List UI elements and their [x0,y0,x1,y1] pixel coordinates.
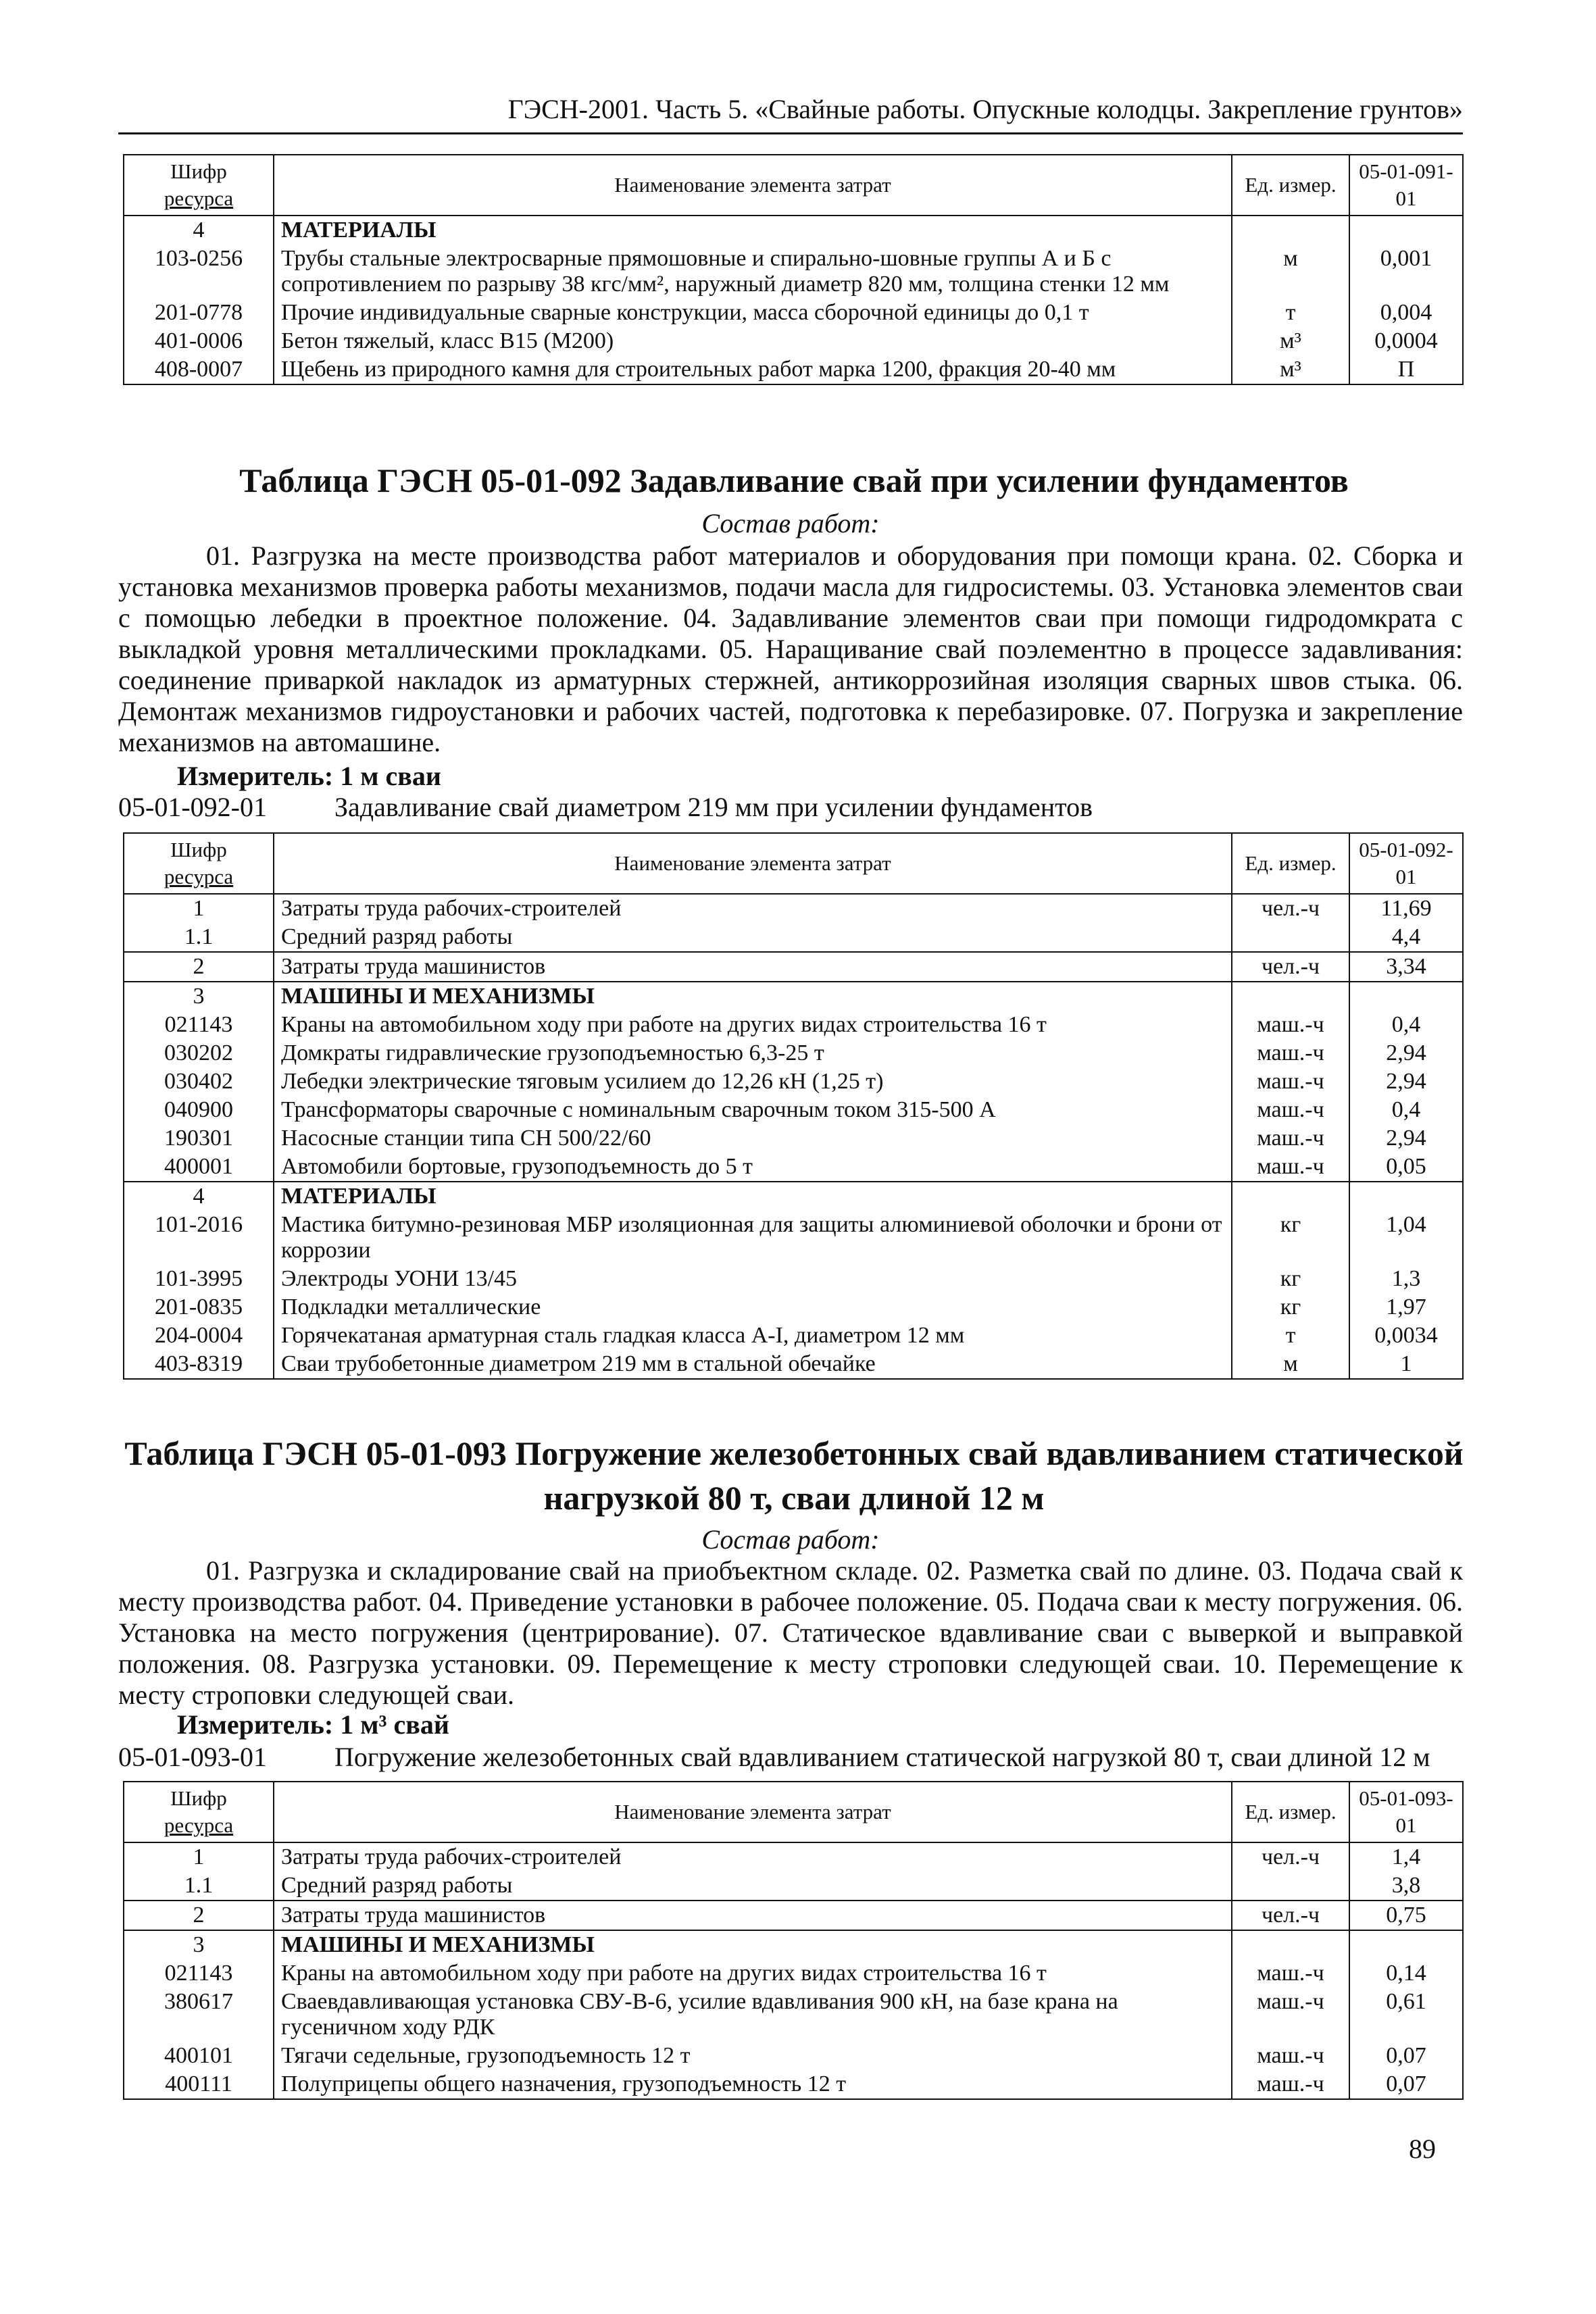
code-header [124,833,274,894]
resource-name: Насосные станции типа СН 500/22/60 [274,1124,1232,1153]
resource-code: 3 [124,982,274,1011]
resource-value: 2,94 [1349,1039,1463,1067]
resource-value [1349,216,1463,245]
resource-value: 0,07 [1349,2070,1463,2099]
resource-value: 0,001 [1349,245,1463,299]
code-header-line1: Шифр [170,838,227,861]
resource-value: 0,14 [1349,1959,1463,1988]
resource-value: 11,69 [1349,894,1463,923]
table-row [124,1959,1463,1988]
resource-name: Мастика битумно-резиновая МБР изоляционная для защиты алюминиевой оболочки и брони от коррозии [274,1211,1232,1265]
resource-code: 380617 [124,1988,274,2042]
resource-unit [1232,1182,1349,1211]
table-row [124,2070,1463,2099]
table-row [124,1039,1463,1067]
code-header-line1: Шифр [170,1786,227,1810]
resource-unit: т [1232,1322,1349,1350]
resource-code: 101-3995 [124,1265,274,1293]
norm-code-header: 05-01-092-01 [1349,833,1463,894]
measurer-093: Измеритель: 1 м³ свай [177,1709,449,1740]
unit-header: Ед. измер. [1232,833,1349,894]
resource-code: 040900 [124,1096,274,1124]
resource-value: 2,94 [1349,1067,1463,1096]
norm-code-header: 05-01-093-01 [1349,1782,1463,1842]
resource-value: 1,4 [1349,1842,1463,1871]
running-header: ГЭСН-2001. Часть 5. «Свайные работы. Опускные колодцы. Закрепление грунтов» [507,94,1463,124]
resource-value: 3,34 [1349,952,1463,982]
section-title-092: Таблица ГЭСН 05-01-092 Задавливание свай при усилении фундаментов [239,461,1349,499]
measurer-092: Измеритель: 1 м сваи [177,761,441,791]
resource-unit: маш.-ч [1232,1067,1349,1096]
resource-unit: маш.-ч [1232,2042,1349,2070]
resource-unit: чел.-ч [1232,952,1349,982]
works-text-093: 01. Разгрузка и складирование свай на приобъектном складе. 02. Разметка свай по длине. 03. Подача свай к месту производства работ. 04. Приведение установки в рабочее положение. 05. Подача сваи к месту погружения. 06. Установка на место погружения (центрирование). 07. Статическое вдавливание сваи с выверкой и выправкой положения. 08. Разгрузка установки. 09. Перемещение к месту строповки следующей сваи. 10. Перемещение к месту строповки следующей сваи. [118,1555,1463,1710]
table-row [124,1153,1463,1182]
table-row [124,1067,1463,1096]
resource-code: 1.1 [124,923,274,952]
resource-unit: м³ [1232,355,1349,384]
resource-name: Трубы стальные электросварные прямошовные и спирально-шовные группы А и Б с сопротивлением по разрыву 38 кгс/мм², наружный диаметр 820 мм, толщина стенки 12 мм [274,245,1232,299]
resource-unit: маш.-ч [1232,1011,1349,1039]
resource-name: Электроды УОНИ 13/45 [274,1265,1232,1293]
resource-unit: кг [1232,1211,1349,1265]
resource-value: 1,3 [1349,1265,1463,1293]
resource-code: 190301 [124,1124,274,1153]
resource-value: 3,8 [1349,1871,1463,1901]
resource-unit: чел.-ч [1232,894,1349,923]
cost-table-092 [123,832,1464,1380]
resource-unit [1232,982,1349,1011]
table-row [124,982,1463,1011]
works-text-092: 01. Разгрузка на месте производства работ материалов и оборудования при помощи крана. 02. Сборка и установка механизмов проверка работы механизмов, подачи масла для гидросистемы. 03. Установка элементов сваи с помощью лебедки в проектное положение. 04. Задавливание элементов сваи при помощи гидродомкрата с выкладкой уровня металлическими прокладками. 05. Наращивание свай поэлементно в процессе задавливания: соединение приваркой накладок из арматурных стержней, антикоррозийная изоляция сварных швов стыка. 06. Демонтаж механизмов гидроустановки и рабочих частей, подготовка к перебазировке. 07. Погрузка и закрепление механизмов на автомашине. [118,540,1463,757]
resource-unit: маш.-ч [1232,1153,1349,1182]
table-row [124,1265,1463,1293]
code-header-line2: ресурса [164,1813,234,1837]
resource-name: Затраты труда машинистов [274,952,1232,982]
resource-code: 204-0004 [124,1322,274,1350]
resource-unit [1232,923,1349,952]
resource-unit [1232,216,1349,245]
resource-value [1349,1182,1463,1211]
resource-code: 400111 [124,2070,274,2099]
resource-code: 101-2016 [124,1211,274,1265]
resource-code: 030402 [124,1067,274,1096]
resource-name: Затраты труда рабочих-строителей [274,1842,1232,1871]
resource-value: 0,61 [1349,1988,1463,2042]
norm-title: Задавливание свай диаметром 219 мм при усилении фундаментов [334,792,1093,822]
norm-title: Погружение железобетонных свай вдавливанием статической нагрузкой 80 т, сваи длиной 12 м [334,1742,1430,1772]
table-row [124,1842,1463,1871]
table-row [124,1930,1463,1959]
resource-value: 0,05 [1349,1153,1463,1182]
resource-value: 0,004 [1349,299,1463,327]
resource-unit: кг [1232,1265,1349,1293]
resource-code: 1.1 [124,1871,274,1901]
works-label-093: Состав работ: [701,1524,880,1555]
unit-header: Ед. измер. [1232,155,1349,216]
table-row [124,1901,1463,1930]
name-header: Наименование элемента затрат [274,1782,1232,1842]
table-row [124,299,1463,327]
resource-unit: кг [1232,1293,1349,1322]
resource-code: 403-8319 [124,1350,274,1379]
resource-unit: чел.-ч [1232,1901,1349,1930]
code-header [124,1782,274,1842]
table-row [124,1322,1463,1350]
table-header-row [124,833,1463,894]
resource-code: 4 [124,1182,274,1211]
resource-unit: маш.-ч [1232,1124,1349,1153]
resource-unit [1232,1871,1349,1901]
table-row [124,1124,1463,1153]
resource-name: Тягачи седельные, грузоподъемность 12 т [274,2042,1232,2070]
resource-code: 021143 [124,1959,274,1988]
resource-name: Сваевдавливающая установка СВУ-В-6, усилие вдавливания 900 кН, на базе крана на гусеничном ходу РДК [274,1988,1232,2042]
resource-unit: чел.-ч [1232,1842,1349,1871]
page-number: 89 [1409,2134,1436,2164]
resource-code: 2 [124,1901,274,1930]
resource-name: Средний разряд работы [274,1871,1232,1901]
resource-name: Краны на автомобильном ходу при работе на других видах строительства 16 т [274,1959,1232,1988]
norm-code: 05-01-092-01 [118,792,267,822]
resource-code: 400001 [124,1153,274,1182]
resource-name: МАТЕРИАЛЫ [274,1182,1232,1211]
resource-name: Сваи трубобетонные диаметром 219 мм в стальной обечайке [274,1350,1232,1379]
resource-unit: м [1232,1350,1349,1379]
resource-value [1349,1930,1463,1959]
resource-name: Подкладки металлические [274,1293,1232,1322]
section-title-093-line1: Таблица ГЭСН 05-01-093 Погружение железобетонных свай вдавливанием статической [124,1434,1464,1472]
resource-code: 103-0256 [124,245,274,299]
resource-name: Краны на автомобильном ходу при работе на других видах строительства 16 т [274,1011,1232,1039]
table-row [124,216,1463,245]
norm-line-092 [118,792,1093,823]
table-row [124,1988,1463,2042]
resource-name: Трансформаторы сварочные с номинальным сварочным током 315-500 А [274,1096,1232,1124]
resource-name: МАШИНЫ И МЕХАНИЗМЫ [274,1930,1232,1959]
resource-name: Автомобили бортовые, грузоподъемность до 5 т [274,1153,1232,1182]
resource-code: 1 [124,1842,274,1871]
resource-code: 400101 [124,2042,274,2070]
resource-code: 408-0007 [124,355,274,384]
resource-value: 0,4 [1349,1096,1463,1124]
resource-code: 030202 [124,1039,274,1067]
resource-value: 0,0004 [1349,327,1463,355]
resource-code: 4 [124,216,274,245]
table-row [124,1211,1463,1265]
resource-name: Средний разряд работы [274,923,1232,952]
resource-name: Затраты труда машинистов [274,1901,1232,1930]
resource-code: 201-0778 [124,299,274,327]
code-header-line2: ресурса [164,186,234,210]
table-row [124,952,1463,982]
table-row [124,327,1463,355]
resource-value: 4,4 [1349,923,1463,952]
resource-code: 3 [124,1930,274,1959]
resource-unit: маш.-ч [1232,1039,1349,1067]
resource-unit: маш.-ч [1232,1096,1349,1124]
name-header: Наименование элемента затрат [274,833,1232,894]
resource-unit: маш.-ч [1232,1988,1349,2042]
section-title-093-line2: нагрузкой 80 т, сваи длиной 12 м [543,1479,1045,1517]
resource-name: Бетон тяжелый, класс В15 (М200) [274,327,1232,355]
resource-name: Лебедки электрические тяговым усилием до 12,26 кН (1,25 т) [274,1067,1232,1096]
resource-value: 1 [1349,1350,1463,1379]
header-rule [118,132,1463,134]
resource-unit: м [1232,245,1349,299]
resource-value: 0,4 [1349,1011,1463,1039]
table-header-row [124,1782,1463,1842]
resource-code: 201-0835 [124,1293,274,1322]
resource-value: 0,0034 [1349,1322,1463,1350]
table-row [124,923,1463,952]
norm-code-header: 05-01-091-01 [1349,155,1463,216]
resource-value: 1,04 [1349,1211,1463,1265]
table-row [124,245,1463,299]
code-header-line1: Шифр [170,159,227,183]
resource-name: МАШИНЫ И МЕХАНИЗМЫ [274,982,1232,1011]
resource-code: 2 [124,952,274,982]
resource-name: Полуприцепы общего назначения, грузоподъемность 12 т [274,2070,1232,2099]
resource-unit: м³ [1232,327,1349,355]
table-row [124,355,1463,384]
table-row [124,1011,1463,1039]
resource-name: МАТЕРИАЛЫ [274,216,1232,245]
resource-value: 1,97 [1349,1293,1463,1322]
resource-value: 0,75 [1349,1901,1463,1930]
resource-name: Домкраты гидравлические грузоподъемностью 6,3-25 т [274,1039,1232,1067]
code-header-line2: ресурса [164,865,234,888]
table-header-row [124,155,1463,216]
table-row [124,1182,1463,1211]
table-row [124,1350,1463,1379]
resource-value: 2,94 [1349,1124,1463,1153]
works-label-092: Состав работ: [701,508,880,538]
resource-value [1349,982,1463,1011]
resource-code: 401-0006 [124,327,274,355]
cost-table-093 [123,1781,1464,2100]
table-row [124,1871,1463,1901]
resource-name: Затраты труда рабочих-строителей [274,894,1232,923]
resource-value: 0,07 [1349,2042,1463,2070]
resource-unit [1232,1930,1349,1959]
name-header: Наименование элемента затрат [274,155,1232,216]
code-header [124,155,274,216]
resource-unit: маш.-ч [1232,2070,1349,2099]
resource-code: 021143 [124,1011,274,1039]
resource-unit: т [1232,299,1349,327]
cost-table-091 [123,154,1464,385]
resource-name: Прочие индивидуальные сварные конструкции, масса сборочной единицы до 0,1 т [274,299,1232,327]
table-row [124,2042,1463,2070]
resource-name: Горячекатаная арматурная сталь гладкая класса А-I, диаметром 12 мм [274,1322,1232,1350]
table-row [124,1096,1463,1124]
resource-code: 1 [124,894,274,923]
table-row [124,894,1463,923]
unit-header: Ед. измер. [1232,1782,1349,1842]
resource-unit: маш.-ч [1232,1959,1349,1988]
resource-value: П [1349,355,1463,384]
norm-code: 05-01-093-01 [118,1742,267,1772]
norm-line-093 [118,1742,1430,1773]
resource-name: Щебень из природного камня для строительных работ марка 1200, фракция 20-40 мм [274,355,1232,384]
table-row [124,1293,1463,1322]
